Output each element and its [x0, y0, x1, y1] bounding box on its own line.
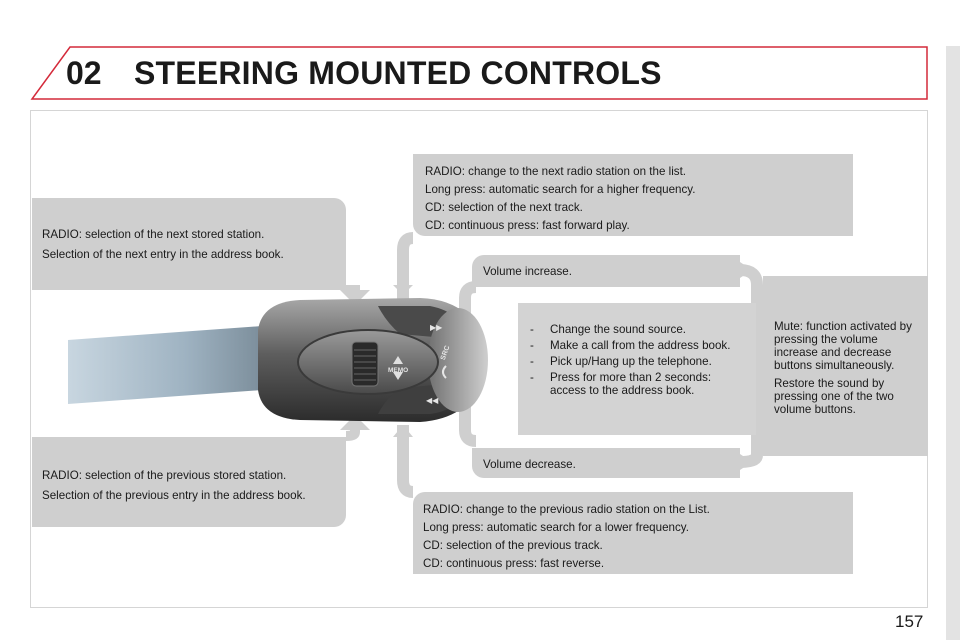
callout-line: RADIO: selection of the previous stored station. — [42, 469, 287, 482]
bullet-item: - Make a call from the address book. — [530, 339, 731, 352]
previous-stored-station-callout — [32, 437, 346, 527]
src-label: SRC — [439, 344, 452, 362]
callout-line: CD: continuous press: fast forward play. — [425, 219, 630, 232]
callout-line: CD: selection of the previous track. — [423, 539, 603, 552]
page-title: STEERING MOUNTED CONTROLS — [134, 55, 662, 91]
volume-decrease-callout — [472, 448, 740, 478]
callout-line: Volume increase. — [483, 265, 572, 278]
bullet-item: - Press for more than 2 seconds: access to the address book. — [530, 371, 712, 397]
callout-line: Volume decrease. — [483, 458, 576, 471]
next-stored-station-callout — [32, 198, 346, 290]
next-station-callout — [413, 154, 853, 236]
callout-line: Restore the sound by pressing one of the two volume buttons. — [774, 377, 894, 416]
callout-line: Selection of the previous entry in the address book. — [42, 489, 306, 502]
mute-callout — [763, 276, 928, 456]
stalk-arm — [68, 326, 262, 404]
callout-line: RADIO: change to the next radio station on the list. — [425, 165, 687, 178]
chapter-number: 02 — [66, 55, 102, 91]
memo-label: MEMO — [388, 367, 409, 374]
previous-station-callout — [413, 492, 853, 574]
page-number: 157 — [895, 612, 924, 631]
callout-line: Long press: automatic search for a lower frequency. — [423, 521, 689, 534]
callout-line: RADIO: change to the previous radio station on the List. — [423, 503, 710, 516]
volume-increase-callout — [472, 255, 740, 287]
bullet-item: - Pick up/Hang up the telephone. — [530, 355, 712, 368]
next-track-icon: ▶▶ — [430, 323, 443, 332]
thumbwheel — [352, 342, 378, 386]
previous-track-icon: ◀◀ — [426, 396, 439, 405]
source-button-callout — [518, 303, 756, 435]
callout-line: Long press: automatic search for a higher frequency. — [425, 183, 696, 196]
callout-line: CD: continuous press: fast reverse. — [423, 557, 605, 570]
callout-line: Selection of the next entry in the address book. — [42, 248, 284, 261]
callout-line: CD: selection of the next track. — [425, 201, 583, 214]
callout-line: Mute: function activated by pressing the volume increase and decrease buttons simultaneously. — [774, 320, 912, 372]
bullet-item: - Change the sound source. — [530, 323, 687, 336]
callout-line: RADIO: selection of the next stored station. — [42, 228, 265, 241]
